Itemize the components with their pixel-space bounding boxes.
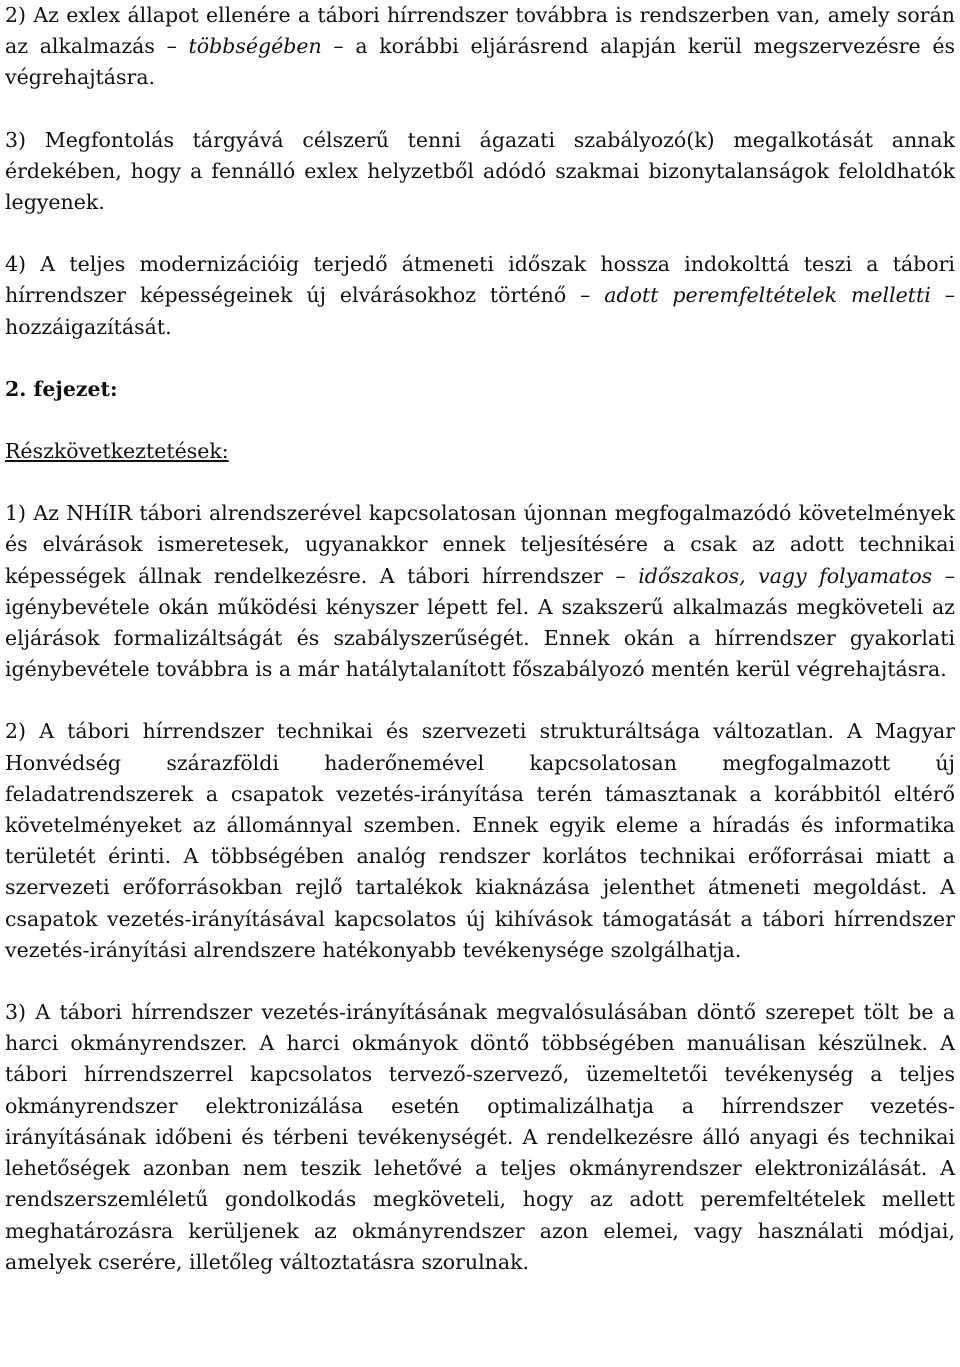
conclusion-3: 3) A tábori hírrendszer vezetés-irányításának megvalósulásában döntő szerepet tölt be a harci okmányrendszer. A harci okmányok döntő többségében manuálisan készülnek. A tábori hírrendszerrel kapcsolatos tervező-szervező, üzemeltetői tevékenység a teljes okmányrendszer elektronizálása esetén optimalizálhatja a hírrendszer vezetés-irányításának időbeni és térbeni tevékenységét. A rendelkezésre álló anyagi és technikai lehetőségek azonban nem teszik lehetővé a teljes okmányrendszer elektronizálását. A rendszerszemléletű gondolkodás megköveteli, hogy az adott peremfeltételek mellett meghatározásra kerüljenek az okmányrendszer azon elemei, vagy használati módjai, amelyek cserére, illetőleg változtatásra szorulnak. — [5, 1000, 955, 1274]
conclusion-1-text-a: 1) Az NHíIR tábori alrendszerével kapcsolatosan újonnan megfogalmazódó követelmények és elvárások ismeretesek, ugyanakkor ennek teljesítésére a csak az adott technikai képességek állnak rendelkezésre. A tábori hírrendszer – — [5, 501, 955, 588]
paragraph-2 — [5, 0, 955, 94]
chapter-subtitle: Részkövetkeztetések: — [5, 439, 229, 464]
conclusion-2: 2) A tábori hírrendszer technikai és szervezeti strukturáltsága változatlan. A Magyar Honvédség szárazföldi haderőnemével kapcsolatosan megfogalmazott új feladatrendszerek a csapatok vezetés-irányítása terén támasztanak a korábbitól eltérő követelményeket az állománnyal szemben. Ennek egyik eleme a híradás és informatika területét érinti. A többségében analóg rendszer korlátos technikai erőforrásai miatt a szervezeti erőforrásokban rejlő tartalékok kiaknázása jelenthet átmeneti megoldást. A csapatok vezetés-irányításával kapcsolatos új kihívások támogatását a tábori hírrendszer vezetés-irányítási alrendszere hatékonyabb tevékenysége szolgálhatja. — [5, 719, 955, 962]
paragraph-3: 3) Megfontolás tárgyává célszerű tenni ágazati szabályozó(k) megalkotását annak érdekében, hogy a fennálló exlex helyzetből adódó szakmai bizonytalanságok feloldhatók legyenek. — [5, 127, 955, 215]
paragraph-4-italic: adott peremfeltételek melletti — [604, 283, 931, 308]
paragraph-4 — [5, 249, 955, 343]
paragraph-4-text-c: – hozzáigazítását. — [5, 283, 955, 339]
conclusion-1-italic: időszakos, vagy folyamatos — [638, 563, 933, 588]
conclusion-1 — [5, 498, 955, 685]
paragraph-4-text-a: 4) A teljes modernizációig terjedő átmeneti időszak hossza indokolttá teszi a tábori hírrendszer képességeinek új elvárásokhoz történő – — [5, 252, 955, 308]
paragraph-2-text-c: – a korábbi eljárásrend alapján kerül megszervezésre és végrehajtásra. — [5, 34, 955, 90]
document-page — [5, 0, 955, 1278]
conclusion-1-text-c: – igénybevétele okán működési kényszer lépett fel. A szakszerű alkalmazás megköveteli az eljárások formalizáltságát és szabályszerűségét. Ennek okán a hírrendszer gyakorlati igénybevétele továbbra is a már hatálytalanított főszabályozó mentén kerül végrehajtásra. — [5, 563, 955, 682]
paragraph-2-italic: többségében — [188, 34, 322, 59]
paragraph-2-text-a: 2) Az exlex állapot ellenére a tábori hírrendszer továbbra is rendszerben van, amely során az alkalmazás – — [5, 3, 955, 59]
chapter-title: 2. fejezet: — [5, 376, 118, 401]
